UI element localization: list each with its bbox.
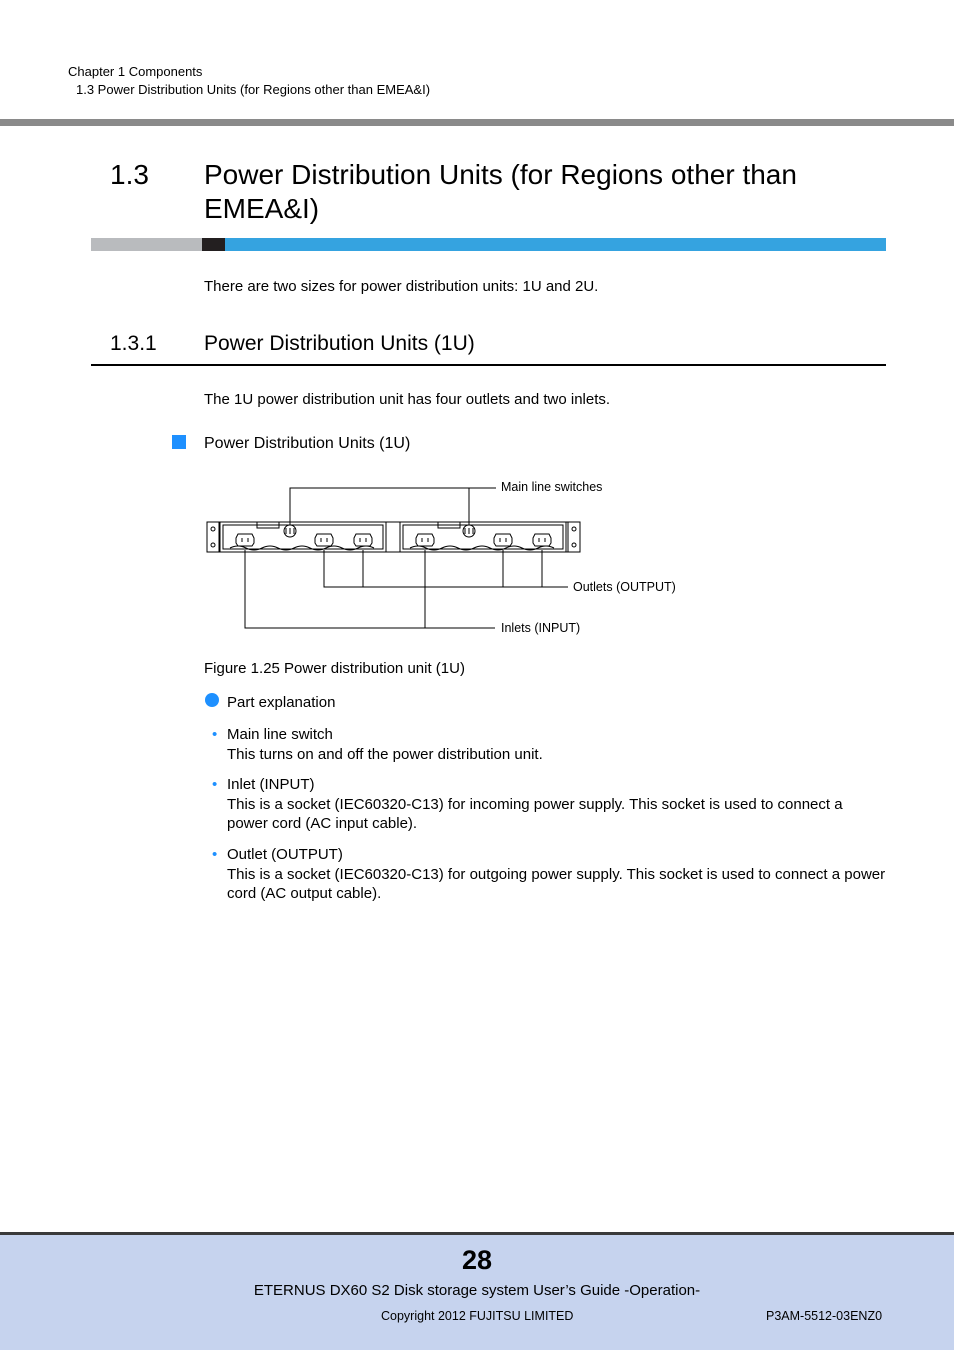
section-title: Power Distribution Units (for Regions other than EMEA&I) — [204, 159, 797, 224]
section-number: 1.3 — [110, 159, 149, 190]
subsection-paragraph: The 1U power distribution unit has four outlets and two inlets. — [204, 391, 611, 408]
list-item — [227, 725, 887, 764]
footer-guide-title: ETERNUS DX60 S2 Disk storage system User’s Guide -Operation- — [253, 1282, 701, 1299]
square-bullet-icon — [172, 435, 186, 449]
label-inlets: Inlets (INPUT) — [501, 621, 581, 635]
item-description: This is a socket (IEC60320-C13) for outgoing power supply. This socket is used to connect a power cord (AC output cable). — [227, 865, 886, 902]
list-item — [227, 845, 887, 904]
label-main-line-switches: Main line switches — [501, 480, 603, 494]
bullet-icon: • — [212, 776, 218, 793]
section-intro: There are two sizes for power distribution units: 1U and 2U. — [204, 278, 599, 295]
item-title: Main line switch — [227, 726, 333, 743]
item-title: Outlet (OUTPUT) — [227, 846, 343, 863]
item-description: This is a socket (IEC60320-C13) for incoming power supply. This socket is used to connect a power cord (AC input cable). — [227, 795, 843, 832]
figure-caption: Figure 1.25 Power distribution unit (1U) — [204, 660, 465, 677]
subsection-rule — [91, 364, 886, 366]
circle-bullet-icon — [205, 693, 219, 707]
figure-heading: Power Distribution Units (1U) — [204, 435, 411, 452]
header-section: 1.3 Power Distribution Units (for Regions other than EMEA&I) — [76, 82, 431, 97]
subsection-title: Power Distribution Units (1U) — [204, 332, 475, 355]
header-rule — [0, 119, 954, 126]
header-chapter: Chapter 1 Components — [68, 64, 203, 79]
part-explanation-heading: Part explanation — [227, 694, 336, 711]
item-title: Inlet (INPUT) — [227, 776, 315, 793]
item-description: This turns on and off the power distribution unit. — [227, 745, 543, 763]
footer-doc-id: P3AM-5512-03ENZ0 — [766, 1309, 883, 1323]
subsection-number: 1.3.1 — [110, 332, 157, 355]
bullet-icon: • — [212, 846, 218, 863]
list-item — [227, 775, 887, 834]
pdu-diagram — [200, 472, 603, 642]
label-outlets: Outlets (OUTPUT) — [573, 580, 676, 594]
section-title-bar — [91, 238, 886, 251]
footer-copyright: Copyright 2012 FUJITSU LIMITED — [381, 1309, 574, 1323]
page-number: 28 — [461, 1245, 493, 1275]
bullet-icon: • — [212, 726, 218, 743]
